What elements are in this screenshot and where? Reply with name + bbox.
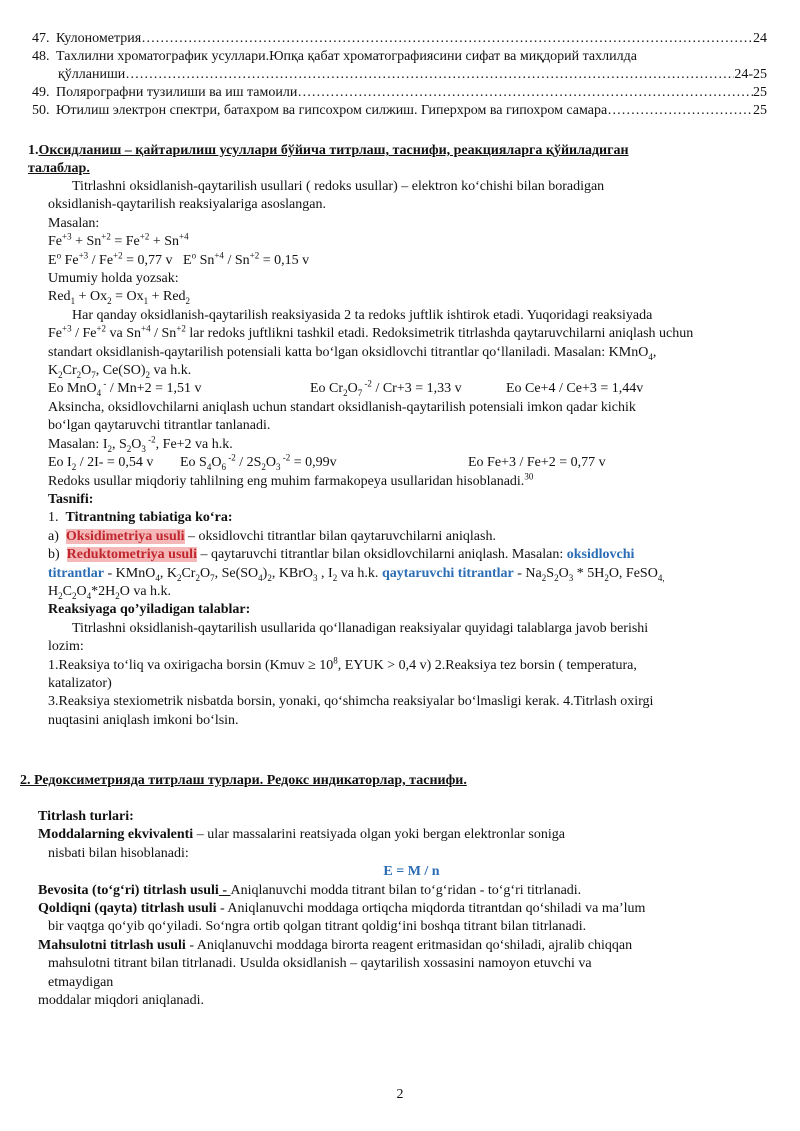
subheading: Reaksiyaga qo’yiladigan talablar: — [48, 602, 251, 618]
paragraph-line: Mahsulotni titrlash usuli - Aniqlanuvchi moddaga birorta reagent eritmasidan qo‘shiladi, ajralib chiqqan — [38, 937, 633, 953]
paragraph-line: Titrlashni oksidlanish-qaytarilish usullari ( redoks usullar) – elektron ko‘chishi bilan boradigan — [72, 179, 605, 194]
toc-title: Ютилиш электрон спектри, батахром ва гипсохром силжиш. Гиперхром ва гипохром самара — [56, 103, 608, 118]
paragraph-line: nuqtasini aniqlash imkoni bo‘lsin. — [48, 712, 239, 728]
term-blue: titrantlar — [48, 565, 104, 581]
toc-dots — [297, 84, 753, 102]
paragraph-line: Titrlashni oksidlanish-qaytarilish usullarida qo‘llanadigan reaksiyalar quyidagi talablarga javob berishi — [72, 620, 649, 636]
toc-row[interactable] — [32, 102, 767, 120]
potential-ce: Eo Ce+4 / Ce+3 = 1,44v — [506, 381, 644, 397]
paragraph-line: etmaydigan — [48, 974, 114, 990]
paragraph-line: Umumiy holda yozsak: — [48, 271, 179, 287]
term-blue: qaytaruvchi titrantlar — [381, 565, 514, 581]
footnote-marker[interactable]: 30 — [524, 470, 534, 481]
toc-dots — [607, 102, 753, 120]
section-2 — [20, 772, 765, 1010]
section-2-body — [20, 808, 765, 1010]
page-number: 2 — [396, 1087, 404, 1102]
subheading: Titrlash turlari: — [38, 809, 134, 824]
paragraph-line: Redoks usullar miqdoriy tahlilning eng muhim farmakopeya usullaridan hisoblanadi.$^{30}$ — [48, 470, 534, 489]
potential-mno4: Eo MnO$_4$ - / Mn+2 = 1,51 v — [48, 378, 202, 399]
paragraph-line: nisbati bilan hisoblanadi: — [48, 845, 189, 861]
toc-row[interactable] — [32, 30, 767, 48]
equation-3: $Red_1 + Ox_2 = Ox_1 + Red_2$ — [48, 289, 191, 307]
heading-number: 1. — [28, 143, 39, 158]
paragraph-line: lozim: — [48, 639, 84, 655]
toc-title: Тахлилни хроматографик усуллари.Юпқа қабат хроматографиясини сифат ва миқдорий тахлилда — [56, 49, 637, 64]
paragraph-line: oksidlanish-qaytarilish reaksiyalariga asoslangan. — [48, 197, 326, 213]
term-highlight: Oksidimetriya usuli — [65, 528, 185, 544]
paragraph-line: 3.Reaksiya stexiometrik nisbatda borsin, yonaki, qo‘shimcha reaksiyalar bo‘lmasligi kerak. 4.Titrlash oxirgi — [48, 694, 654, 710]
paragraph-line: mahsulotni titrant bilan titrlanadi. Usulda oksidlanish – qaytarilish xossasini namoyon etuvchi va — [48, 956, 592, 972]
potential-s4o6: Eo $S_4O_6$ $^{-2} / 2S_2O_3$ $^{-2}$ = 0,99v — [180, 452, 337, 472]
toc-dots — [125, 66, 734, 84]
toc-dots — [141, 30, 753, 48]
table-of-contents — [32, 30, 767, 120]
paragraph-line: Qoldiqni (qayta) titrlash usuli - Aniqlanuvchi moddaga ortiqcha miqdorda titrantdan qo‘shiladi va ma’lum — [38, 901, 646, 917]
toc-row-continued[interactable] — [32, 66, 767, 84]
potentials-row-2 — [48, 454, 773, 472]
toc-number: 50. — [32, 103, 50, 118]
toc-number: 49. — [32, 85, 50, 100]
section-1-body — [28, 178, 773, 730]
potential-cr2o7: Eo $Cr_2O_7$ $^{-2}$ / Cr+3 = 1,33 v — [310, 378, 462, 399]
paragraph-line: Aksincha, oksidlovchilarni aniqlash uchun standart oksidlanish-qaytarilish potensiali imkon qadar kichik — [48, 399, 636, 415]
heading-text-cont: талаблар. — [28, 161, 90, 176]
paragraph-line: bir vaqtga qo‘yib qo‘yiladi. So‘ngra ortib qolgan titrant qoldig‘ini boshqa titrant bilan titrlanadi. — [48, 919, 587, 935]
paragraph-line: $Fe^{+3} / Fe^{+2}$ va $Sn^{+4} / Sn^{+2}$ lar redoks juftlikni tashkil etadi. Redoksimetrik titrlashda qaytaruvchilarni aniqlash uchun — [48, 323, 694, 342]
paragraph-line: moddalar miqdori aniqlanadi. — [38, 993, 205, 1009]
toc-page: 24-25 — [734, 67, 767, 82]
paragraph-line: $K_2Cr_2O_7$, $Ce(SO)_2$ va h.k. — [48, 363, 192, 380]
list-item: 1. Titrantning tabiatiga ko‘ra: — [48, 510, 233, 526]
subheading: Tasnifi: — [48, 491, 94, 507]
toc-title: Кулонометрия — [56, 31, 142, 46]
section-1 — [28, 142, 773, 730]
formula: E = M / n — [383, 864, 440, 880]
toc-number: 48. — [32, 49, 50, 64]
section-2-heading: 2. Редоксиметрияда титрлаш турлари. Редокс индикаторлар, таснифи. — [20, 773, 467, 788]
term-blue: oksidlovchi — [566, 547, 635, 563]
toc-page: 24 — [753, 31, 767, 46]
toc-row[interactable] — [32, 48, 767, 66]
term-highlight: Reduktometriya usuli — [66, 547, 197, 563]
example-label: Masalan: — [48, 215, 100, 231]
toc-row[interactable] — [32, 84, 767, 102]
potential-i2: Eo $I_2 / 2I- = 0,54$ v — [48, 455, 154, 472]
equation-1: $Fe^{+3} + Sn^{+2} = Fe^{+2} + Sn^{+4}$ — [48, 231, 189, 250]
toc-page: 25 — [753, 85, 767, 100]
paragraph-line: standart oksidlanish-qaytarilish potensiali katta bo‘lgan oksidlovchi titrantlar qo‘llaniladi. Masalan: KMnO$_4$, — [48, 344, 657, 362]
list-item: a) Oksidimetriya usuli – oksidlovchi titrantlar bilan qaytaruvchilarni aniqlash. — [48, 528, 496, 544]
paragraph-line: Har qanday oksidlanish-qaytarilish reaksiyasida 2 ta redoks juftlik ishtirok etadi. Yuqoridagi reaksiyada — [72, 307, 653, 323]
paragraph-line: bo‘lgan qaytaruvchi titrantlar tanlanadi. — [48, 418, 271, 434]
equation-2: $E^o$ $Fe^{+3} / Fe^{+2} = 0,77$ v $E^o$ $Sn^{+4} / Sn^{+2} = 0,15$ v — [48, 249, 310, 268]
potentials-row-1 — [48, 380, 773, 398]
potential-fe: Eo Fe+3 / Fe+2 = 0,77 v — [468, 455, 606, 471]
list-item: b) Reduktometriya usuli – qaytaruvchi titrantlar bilan oksidlovchilarni aniqlash. Masalan: oksidlovchi — [48, 547, 635, 563]
toc-title: қўлланиши — [58, 67, 126, 82]
list-item-cont: $H_2C_2O_4*2H_2O$ va h.k. — [48, 583, 172, 601]
paragraph-line: 1.Reaksiya to‘liq va oxirigacha borsin (Kmuv ≥ $10^8$, EYUK > 0,4 v) 2.Reaksiya tez borsin ( temperatura, — [48, 654, 637, 673]
section-1-heading — [28, 142, 773, 160]
toc-number: 47. — [32, 31, 50, 46]
list-item-cont: titrantlar - KMnO$_4$, $K_2Cr_2O_7$, $Se(SO_4)_2$, KBrO$_3$ , $I_2$ va h.k. qaytaruvchi titrantlar - $Na_2S_2O_3 * 5H_2O$, FeSO$_{4,}$ — [48, 565, 665, 583]
heading-text: Оксидланиш – қайтарилиш усуллари бўйича титрлаш, таснифи, реакцияларга қўйиладиган — [38, 143, 629, 158]
paragraph-line: katalizator) — [48, 675, 112, 691]
paragraph-line: Moddalarning ekvivalenti – ular massalarini reatsiyada olgan yoki bergan elektronlar soniga — [38, 827, 565, 843]
toc-page: 25 — [753, 103, 767, 118]
paragraph-line: Bevosita (to‘g‘ri) titrlash usuli - Aniqlanuvchi modda titrant bilan to‘g‘ridan - to‘g‘ri titrlanadi. — [38, 882, 582, 898]
example-line: Masalan: $I_2$, $S_2O_3$ $^{-2}$, Fe+2 va h.k. — [48, 434, 233, 454]
toc-title: Полярографни тузилиши ва иш тамоили — [56, 85, 298, 100]
